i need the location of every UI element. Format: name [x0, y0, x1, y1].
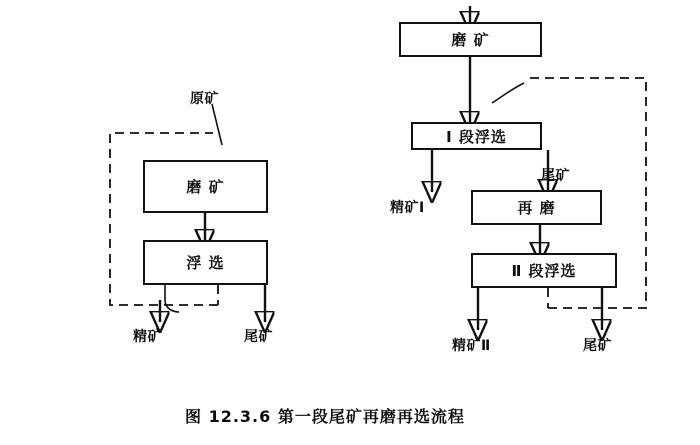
left-flotation-hook	[165, 285, 179, 312]
left-box-flotation-label: 浮 选	[186, 254, 225, 272]
right-box-flotation-1	[411, 122, 542, 150]
left-label-feed	[190, 88, 219, 108]
right-recycle-inlet	[492, 83, 524, 103]
left-label-concentrate	[133, 326, 162, 346]
left-label-feed-text: 原矿	[190, 91, 219, 107]
right-box-grinding	[399, 22, 542, 57]
right-label-tailings-final-text: 尾矿	[583, 338, 612, 354]
right-label-concentrate-2-text: 精矿Ⅱ	[452, 338, 491, 354]
right-label-concentrate-1	[390, 197, 425, 217]
right-box-grinding-label: 磨 矿	[451, 31, 490, 49]
right-box-regrinding	[471, 190, 602, 225]
right-label-tailings-mid	[541, 165, 570, 185]
left-box-flotation	[143, 240, 268, 285]
right-label-tailings-mid-text: 尾矿	[541, 168, 570, 184]
left-box-grinding-label: 磨 矿	[186, 178, 225, 196]
right-box-regrinding-label: 再 磨	[517, 199, 556, 217]
left-feed-leader	[212, 104, 222, 145]
left-box-grinding	[143, 160, 268, 213]
left-label-tailings-text: 尾矿	[244, 329, 273, 345]
right-label-concentrate-2	[452, 335, 491, 355]
right-label-concentrate-1-text: 精矿Ⅰ	[390, 200, 425, 216]
right-box-flotation-2-label: Ⅱ 段浮选	[511, 262, 577, 280]
right-box-flotation-2	[471, 253, 617, 288]
figure-caption-text: 图 12.3.6 第一段尾矿再磨再选流程	[185, 407, 465, 426]
left-label-tailings	[244, 326, 273, 346]
left-label-concentrate-text: 精矿	[133, 329, 162, 345]
right-box-flotation-1-label: Ⅰ 段浮选	[446, 127, 507, 146]
right-label-tailings-final	[583, 335, 612, 355]
figure-caption	[185, 404, 465, 427]
